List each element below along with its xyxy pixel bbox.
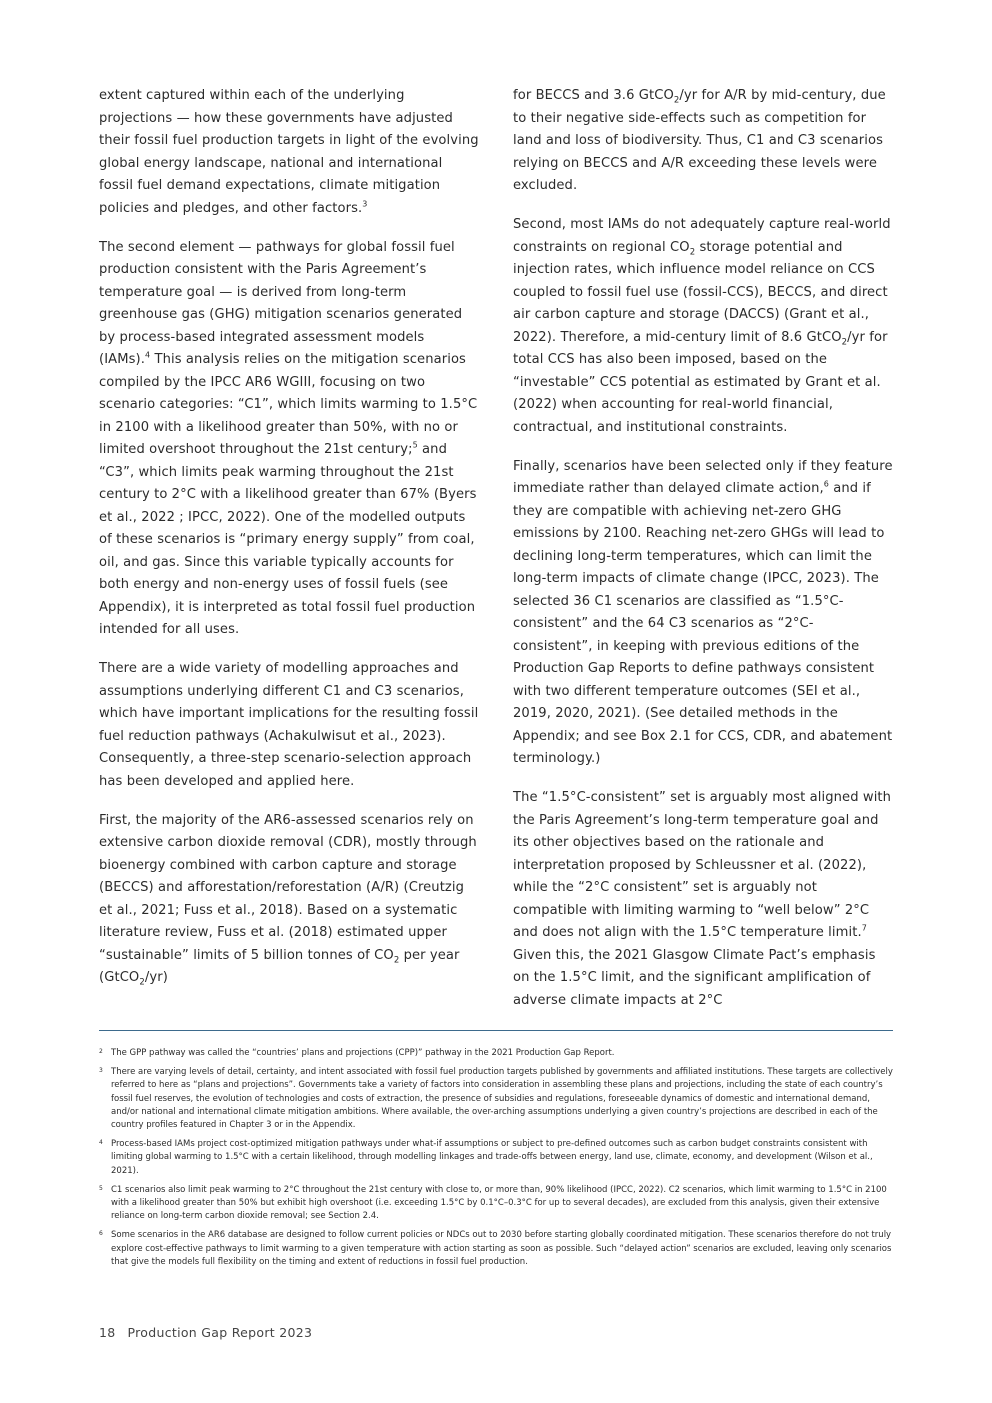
page-footer xyxy=(99,1325,312,1340)
footnote-item xyxy=(99,1066,893,1132)
left-paragraph-4: First, the majority of the AR6-assessed scenarios rely on extensive carbon dioxide removal (CDR), mostly through bioenergy combined with carbon capture and storage (BECCS) and afforestation/reforestation (A/R) (Creutzig et al., 2021; Fuss et al., 2018). Based on a systematic literature review, Fuss et al. (2018) estimated upper “sustainable” limits of 5 billion tonnes of $CO_2$ per year (GtCO$_2$/yr) xyxy=(99,812,477,988)
footnote-item xyxy=(99,1229,893,1269)
left-paragraph-1: extent captured within each of the underlying projections — how these governments have adjusted their fossil fuel production targets in light of the evolving global energy landscape, national and international fossil fuel demand expectations, climate mitigation policies and pledges, and other factors.$^3$ xyxy=(99,88,479,216)
footnote-number: 6 xyxy=(99,1230,103,1238)
left-paragraph-3: There are a wide variety of modelling approaches and assumptions underlying different C1 and C3 scenarios, which have important implications for the resulting fossil fuel reduction pathways (Achakulwisut et al., 2023). Consequently, a three-step scenario-selection approach has been developed and applied here. xyxy=(99,661,479,789)
footnote-ref-4[interactable]: 4 xyxy=(145,350,151,360)
footnote-text: Some scenarios in the AR6 database are designed to follow current policies or NDCs out to 2030 before starting globally coordinated mitigation. These scenarios therefore do not truly explore cost-effective pathways to limit warming to a given temperature with action starting as soon as possible. Such “delayed action” scenarios are excluded, leaving only scenarios that give the models full flexibility on the timing and extent of reductions in fossil fuel production. xyxy=(111,1230,892,1267)
footnote-item xyxy=(99,1047,893,1060)
footnote-number: 5 xyxy=(99,1184,103,1192)
footnote-ref-7[interactable]: 7 xyxy=(861,923,867,933)
left-column xyxy=(99,85,479,1006)
footnote-item xyxy=(99,1184,893,1224)
footnote-text: There are varying levels of detail, certainty, and intent associated with fossil fuel production targets published by governments and affiliated institutions. These targets are collectively referred to here as “plans and projections”. Governments take a variety of factors into consideration in assembling these plans and projections, including the state of each country’s fossil fuel reserves, the evolution of technologies and costs of extraction, the presence of subsidies and regulations, foreseeable dynamics of domestic and international demand, and/or national and international climate mitigation ambitions. Where available, the over-arching assumptions underlying a given country’s projections are described in each of the country profiles featured in Chapter 3 or in the Appendix. xyxy=(111,1067,893,1131)
footnote-ref-3[interactable]: 3 xyxy=(362,199,368,209)
footnote-number: 2 xyxy=(99,1048,103,1055)
footnotes xyxy=(99,1047,893,1275)
footnote-ref-5[interactable]: 5 xyxy=(412,440,418,450)
page-number: 18 xyxy=(99,1325,116,1340)
right-paragraph-1: for BECCS and 3.6 GtCO$_2$/yr for A/R by mid-century, due to their negative side-effects such as competition for land and loss of biodiversity. Thus, C1 and C3 scenarios relying on BECCS and A/R exceeding these levels were excluded. xyxy=(513,88,886,193)
footnote-text: The GPP pathway was called the “countries’ plans and projections (CPP)” pathway in the 2021 Production Gap Report. xyxy=(111,1048,615,1058)
footnote-number: 3 xyxy=(99,1067,103,1075)
right-paragraph-3: Finally, scenarios have been selected only if they feature immediate rather than delayed climate action,$^6$ and if they are compatible with achieving net-zero GHG emissions by 2100. Reaching net-zero GHGs will lead to declining long-term temperatures, which can limit the long-term impacts of climate change (IPCC, 2023). The selected 36 C1 scenarios are classified as “1.5°C-consistent” and the 64 C3 scenarios as “2°C-consistent”, in keeping with previous editions of the Production Gap Reports to define pathways consistent with two different temperature outcomes (SEI et al., 2019, 2020, 2021). (See detailed methods in the Appendix; and see Box 2.1 for CCS, CDR, and abatement terminology.) xyxy=(513,458,893,766)
right-paragraph-2: Second, most IAMs do not adequately capture real-world constraints on regional $CO_2$ storage potential and injection rates, which influence model reliance on CCS coupled to fossil fuel use (fossil-CCS), BECCS, and direct air carbon capture and storage (DACCS) (Grant et al., 2022). Therefore, a mid-century limit of 8.6 GtCO$_2$/yr for total CCS has also been imposed, based on the “investable” CCS potential as estimated by Grant et al. (2022) when accounting for real-world financial, contractual, and institutional constraints. xyxy=(513,217,891,435)
footnote-text: Process-based IAMs project cost-optimized mitigation pathways under what-if assumptions or subject to pre-defined outcomes such as carbon budget constraints consistent with limiting global warming to 1.5°C with a certain likelihood, through modelling linkages and trade-offs between energy, land use, climate, economy, and development (Wilson et al., 2021). xyxy=(111,1139,873,1176)
footnote-number: 4 xyxy=(99,1139,103,1147)
footnote-divider xyxy=(99,1030,893,1031)
right-paragraph-4: The “1.5°C-consistent” set is arguably most aligned with the Paris Agreement’s long-term temperature goal and its other objectives based on the rationale and interpretation proposed by Schleussner et al. (2022), while the “2°C consistent” set is arguably not compatible with limiting warming to “well below” 2°C and does not align with the 1.5°C temperature limit.$^7$ Given this, the 2021 Glasgow Climate Pact’s emphasis on the 1.5°C limit, and the significant amplification of adverse climate impacts at 2°C xyxy=(513,790,892,1008)
right-column xyxy=(513,85,893,1029)
left-paragraph-2: The second element — pathways for global fossil fuel production consistent with the Paris Agreement’s temperature goal — is derived from long-term greenhouse gas (GHG) mitigation scenarios generated by process-based integrated assessment models (IAMs).$^4$ This analysis relies on the mitigation scenarios compiled by the IPCC AR6 WGIII, focusing on two scenario categories: “C1”, which limits warming to 1.5°C in 2100 with a likelihood greater than 50%, with no or limited overshoot throughout the 21st century;$^5$ and “C3”, which limits peak warming throughout the 21st century to 2°C with a likelihood greater than 67% (Byers et al., 2022 ; IPCC, 2022). One of the modelled outputs of these scenarios is “primary energy supply” from coal, oil, and gas. Since this variable typically accounts for both energy and non-energy uses of fossil fuels (see Appendix), it is interpreted as total fossil fuel production intended for all uses. xyxy=(99,239,478,637)
footnote-text: C1 scenarios also limit peak warming to 2°C throughout the 21st century with close to, or more than, 90% likelihood (IPCC, 2022). C2 scenarios, which limit warming to 1.5°C in 2100 with a likelihood greater than 50% but exhibit high overshoot (i.e. exceeding 1.5°C by 0.1°C–0.3°C for up to several decades), are excluded from this analysis, given their extensive reliance on long-term carbon dioxide removal; see Section 2.4. xyxy=(111,1184,887,1222)
footnote-item xyxy=(99,1138,893,1178)
report-title: Production Gap Report 2023 xyxy=(127,1325,313,1340)
footnote-ref-6[interactable]: 6 xyxy=(823,479,829,489)
